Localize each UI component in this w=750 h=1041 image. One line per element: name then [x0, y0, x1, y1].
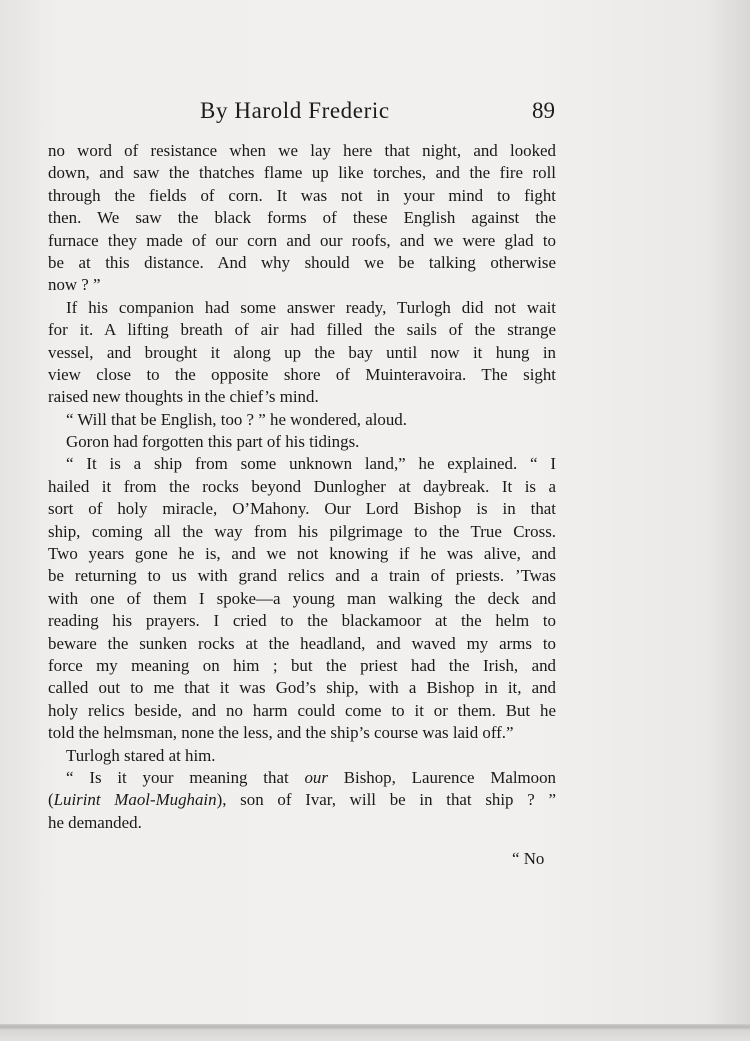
- catchword: “ No: [512, 849, 545, 868]
- bishop-line-pre: “ Is it your meaning that: [66, 767, 305, 787]
- body-text: [48, 140, 556, 834]
- irish-line-italic: Luirint Maol-Mughain: [53, 790, 217, 810]
- text-line: down, and saw the thatches flame up like torches, and the fire roll: [48, 163, 556, 183]
- page-bottom-edge: [0, 1024, 750, 1041]
- text-line: raised new thoughts in the chief’s mind.: [48, 387, 319, 407]
- text-line: reading his prayers. I cried to the blackamoor at the helm to: [48, 611, 556, 631]
- text-lines: [48, 140, 556, 767]
- text-line: now ? ”: [48, 275, 101, 295]
- text-line: vessel, and brought it along up the bay until now it hung in: [48, 342, 556, 362]
- text-line: ship, coming all the way from his pilgrimage to the True Cross.: [48, 521, 556, 541]
- bishop-line-italic: our: [304, 767, 328, 787]
- text-line: for it. A lifting breath of air had filled the sails of the strange: [48, 320, 556, 340]
- irish-line-post: ), son of Ivar, will be in that ship ? ”: [216, 790, 556, 810]
- text-line: Turlogh stared at him.: [66, 745, 216, 765]
- page-number: 89: [532, 98, 555, 123]
- text-line-final: he demanded.: [48, 812, 142, 832]
- text-line: furnace they made of our corn and our roofs, and we were glad to: [48, 230, 556, 250]
- text-line: sort of holy miracle, O’Mahony. Our Lord Bishop is in that: [48, 499, 556, 519]
- text-line: be returning to us with grand relics and a train of priests. ’Twas: [48, 566, 556, 586]
- text-line: Goron had forgotten this part of his tidings.: [66, 432, 360, 452]
- text-line: Two years gone he is, and we not knowing if he was alive, and: [48, 544, 556, 564]
- text-line: called out to me that it was God’s ship, with a Bishop in it, and: [48, 678, 556, 698]
- running-title: By Harold Frederic: [200, 98, 390, 123]
- text-line: with one of them I spoke—a young man walking the deck and: [48, 588, 556, 608]
- text-line: “ Will that be English, too ? ” he wondered, aloud.: [66, 409, 407, 429]
- text-line: no word of resistance when we lay here that night, and looked: [48, 141, 556, 160]
- text-line: “ It is a ship from some unknown land,” he explained. “ I: [66, 454, 556, 474]
- text-line-bishop: [48, 767, 556, 789]
- running-head: [0, 98, 750, 132]
- text-line: If his companion had some answer ready, Turlogh did not wait: [66, 297, 556, 317]
- irish-line-pre: (: [48, 790, 54, 810]
- text-line: view close to the opposite shore of Muinteravoira. The sight: [48, 364, 556, 384]
- text-line: beware the sunken rocks at the headland, and waved my arms to: [48, 633, 556, 653]
- text-line: through the fields of corn. It was not in your mind to fight: [48, 185, 556, 205]
- text-line: force my meaning on him ; but the priest had the Irish, and: [48, 655, 556, 675]
- text-line: then. We saw the black forms of these English against the: [48, 208, 556, 228]
- text-line-irish-name: [48, 789, 556, 811]
- text-line: told the helmsman, none the less, and the ship’s course was laid off.”: [48, 723, 514, 743]
- text-line: holy relics beside, and no harm could come to it or them. But he: [48, 700, 556, 720]
- bishop-line-post: Bishop, Laurence Malmoon: [327, 767, 556, 787]
- text-line: hailed it from the rocks beyond Dunlogher at daybreak. It is a: [48, 476, 556, 496]
- text-line: be at this distance. And why should we be talking otherwise: [48, 252, 556, 272]
